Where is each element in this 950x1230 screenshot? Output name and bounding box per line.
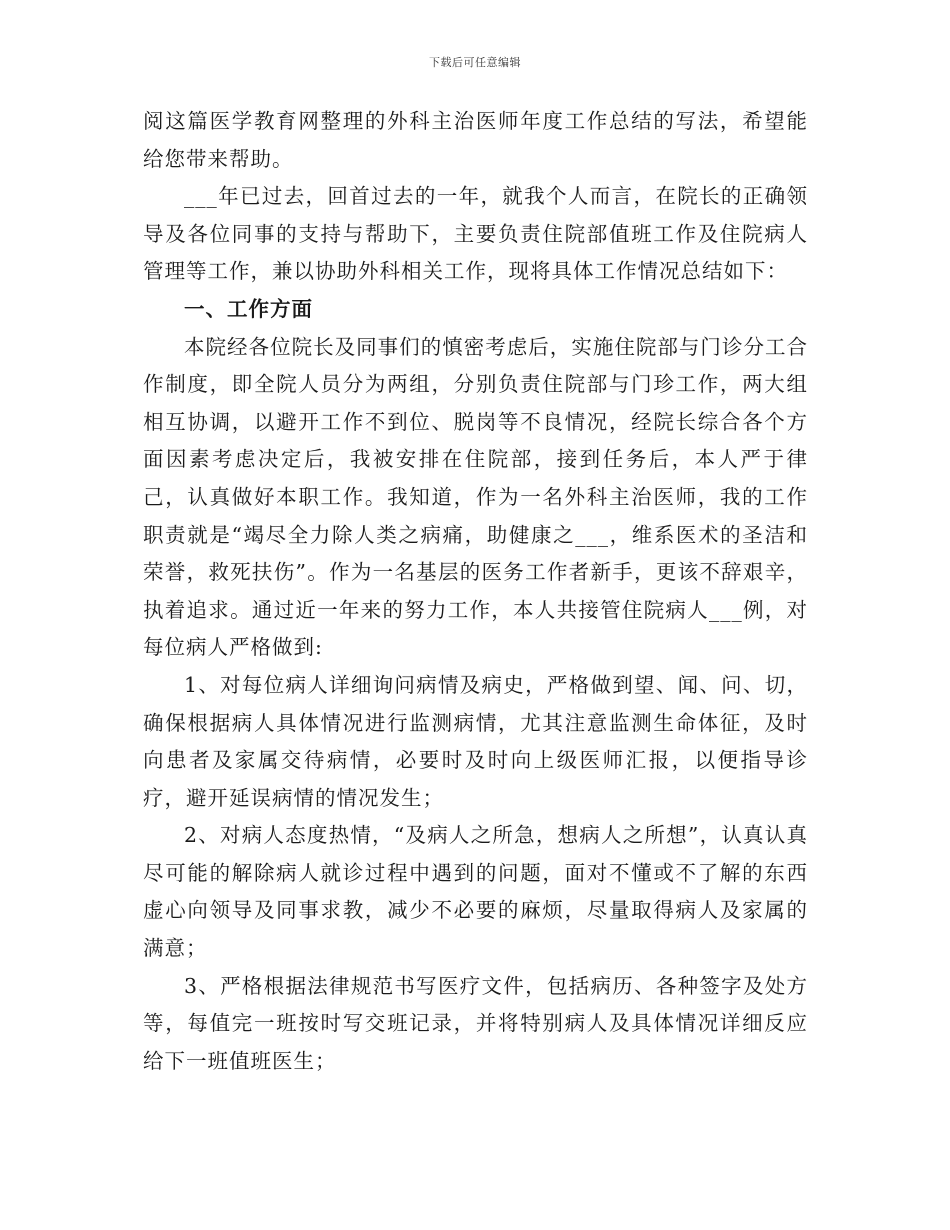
list-item-1: 1、对每位病人详细询问病情及病史，严格做到望、闻、问、切，确保根据病人具体情况进行监测病情，尤其注意监测生命体征，及时向患者及家属交待病情，必要时及时向上级医师汇报，以便指导诊疗，避开延误病情的情况发生；	[143, 672, 808, 810]
section-heading: 一、工作方面	[184, 296, 313, 321]
list-item-2: 2、对病人态度热情，“及病人之所急，想病人之所想”，认真认真尽可能的解除病人就诊过程中遇到的问题，面对不懂或不了解的东西虚心向领导及同事求教，减少不必要的麻烦，尽量取得病人及家属的满意；	[143, 823, 808, 961]
page-header: 下载后可任意编辑	[429, 56, 521, 69]
intro-paragraph: 阅这篇医学教育网整理的外科主治医师年度工作总结的写法，希望能给您带来帮助。	[143, 109, 808, 171]
summary-paragraph: ___年已过去，回首过去的一年，就我个人而言，在院长的正确领导及各位同事的支持与帮助下，主要负责住院部值班工作及住院病人管理等工作，兼以协助外科相关工作，现将具体工作情况总结如下：	[143, 184, 808, 284]
list-item-3: 3、严格根据法律规范书写医疗文件，包括病历、各种签字及处方等，每值完一班按时写交班记录，并将特别病人及具体情况详细反应给下一班值班医生；	[143, 973, 808, 1073]
document-body	[143, 103, 808, 1080]
work-paragraph: 本院经各位院长及同事们的慎密考虑后，实施住院部与门诊分工合作制度，即全院人员分为两组，分别负责住院部与门珍工作，两大组相互协调，以避开工作不到位、脱岗等不良情况，经院长综合各个方面因素考虑决定后，我被安排在住院部，接到任务后，本人严于律己，认真做好本职工作。我知道，作为一名外科主治医师，我的工作职责就是“竭尽全力除人类之病痛，助健康之___，维系医术的圣洁和荣誉，救死扶伤”。作为一名基层的医务工作者新手，更该不辞艰辛，执着追求。通过近一年来的努力工作，本人共接管住院病人___例，对每位病人严格做到:	[143, 334, 808, 660]
